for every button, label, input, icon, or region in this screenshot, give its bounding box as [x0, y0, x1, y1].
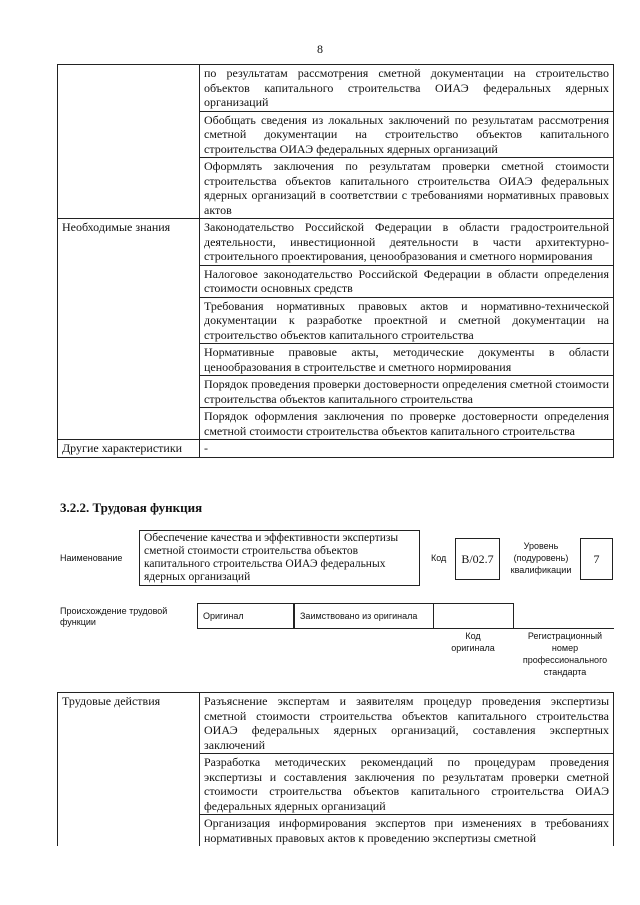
table-row	[58, 693, 614, 754]
table-cell: по результатам рассмотрения сметной документации на строительство объектов капитального строительства ОИАЭ федеральных ядерных организаций	[200, 65, 614, 112]
code-label: Код	[431, 553, 447, 563]
knowledge-item: Налоговое законодательство Российской Федерации в области определения стоимости основных средств	[200, 265, 614, 297]
table-row	[58, 219, 614, 266]
knowledge-item: Требования нормативных правовых актов и нормативно-технической документации к разработке проектной и сметной документации на строительство объектов капитального строительства	[200, 297, 614, 344]
knowledge-label: Необходимые знания	[58, 219, 200, 440]
registration-number-label: Регистрационный номер профессионального стандарта	[522, 631, 608, 677]
origin-label: Происхождение трудовой функции	[60, 606, 168, 627]
knowledge-item: Порядок оформления заключения по проверке достоверности определения сметной стоимости строительства объектов капитального строительства	[200, 408, 614, 440]
name-label: Наименование	[60, 553, 123, 563]
labor-action-item: Разработка методических рекомендаций по процедурам проведения экспертизы и составления заключения по результатам проверки сметной стоимости строительства объектов капитального строительства ОИАЭ федеральных ядерных организаций	[200, 754, 614, 815]
knowledge-item: Законодательство Российской Федерации в области градостроительной деятельности, инвестиционной деятельности в части архитектурно-строительного проектирования, ценообразования и сметного нормирования	[200, 219, 614, 266]
labor-action-item: Разъяснение экспертам и заявителям процедур проведения экспертизы сметной стоимости строительства объектов капитального строительства ОИАЭ федеральных ядерных организаций, составления экспертных заключений	[200, 693, 614, 754]
labor-actions-table	[57, 692, 614, 846]
origin-row	[197, 603, 614, 629]
function-code: B/02.7	[455, 538, 500, 580]
section-title: 3.2.2. Трудовая функция	[60, 500, 203, 515]
level-label: Уровень (подуровень) квалификации	[510, 541, 572, 575]
qualification-level: 7	[580, 538, 613, 580]
table-row	[58, 440, 614, 458]
origin-code-cell	[434, 603, 514, 629]
knowledge-item: Порядок проведения проверки достоверности определения сметной стоимости строительства объектов капитального строительства	[200, 376, 614, 408]
table-cell: Оформлять заключения по результатам проверки сметной стоимости строительства объектов капитального строительства ОИАЭ федеральных ядерных организаций в соответствии с требованиями нормативных правовых актов	[200, 158, 614, 219]
empty-label-cell	[58, 65, 200, 219]
page-number: 8	[317, 42, 323, 56]
table-row	[58, 65, 614, 112]
other-characteristics-label: Другие характеристики	[58, 440, 200, 458]
skills-knowledge-table	[57, 64, 614, 458]
function-name: Обеспечение качества и эффективности экспертизы сметной стоимости строительства объектов капитального строительства ОИАЭ федеральных ядерных организаций	[139, 530, 420, 586]
table-cell: Обобщать сведения из локальных заключений по результатам рассмотрения сметной документации на строительство объектов капитального строительства ОИАЭ федеральных ядерных организаций	[200, 111, 614, 158]
code-original-label: Код оригинала	[451, 631, 495, 653]
labor-actions-label: Трудовые действия	[58, 693, 200, 847]
origin-reg-cell	[514, 603, 614, 629]
other-characteristics-value: -	[200, 440, 614, 458]
labor-action-item: Организация информирования экспертов при изменениях в требованиях нормативных правовых актов к проведению экспертизы сметной	[200, 815, 614, 847]
origin-original: Оригинал	[197, 603, 294, 629]
knowledge-item: Нормативные правовые акты, методические документы в области ценообразования в строительстве и сметного нормирования	[200, 344, 614, 376]
origin-borrowed: Заимствовано из оригинала	[294, 603, 434, 629]
